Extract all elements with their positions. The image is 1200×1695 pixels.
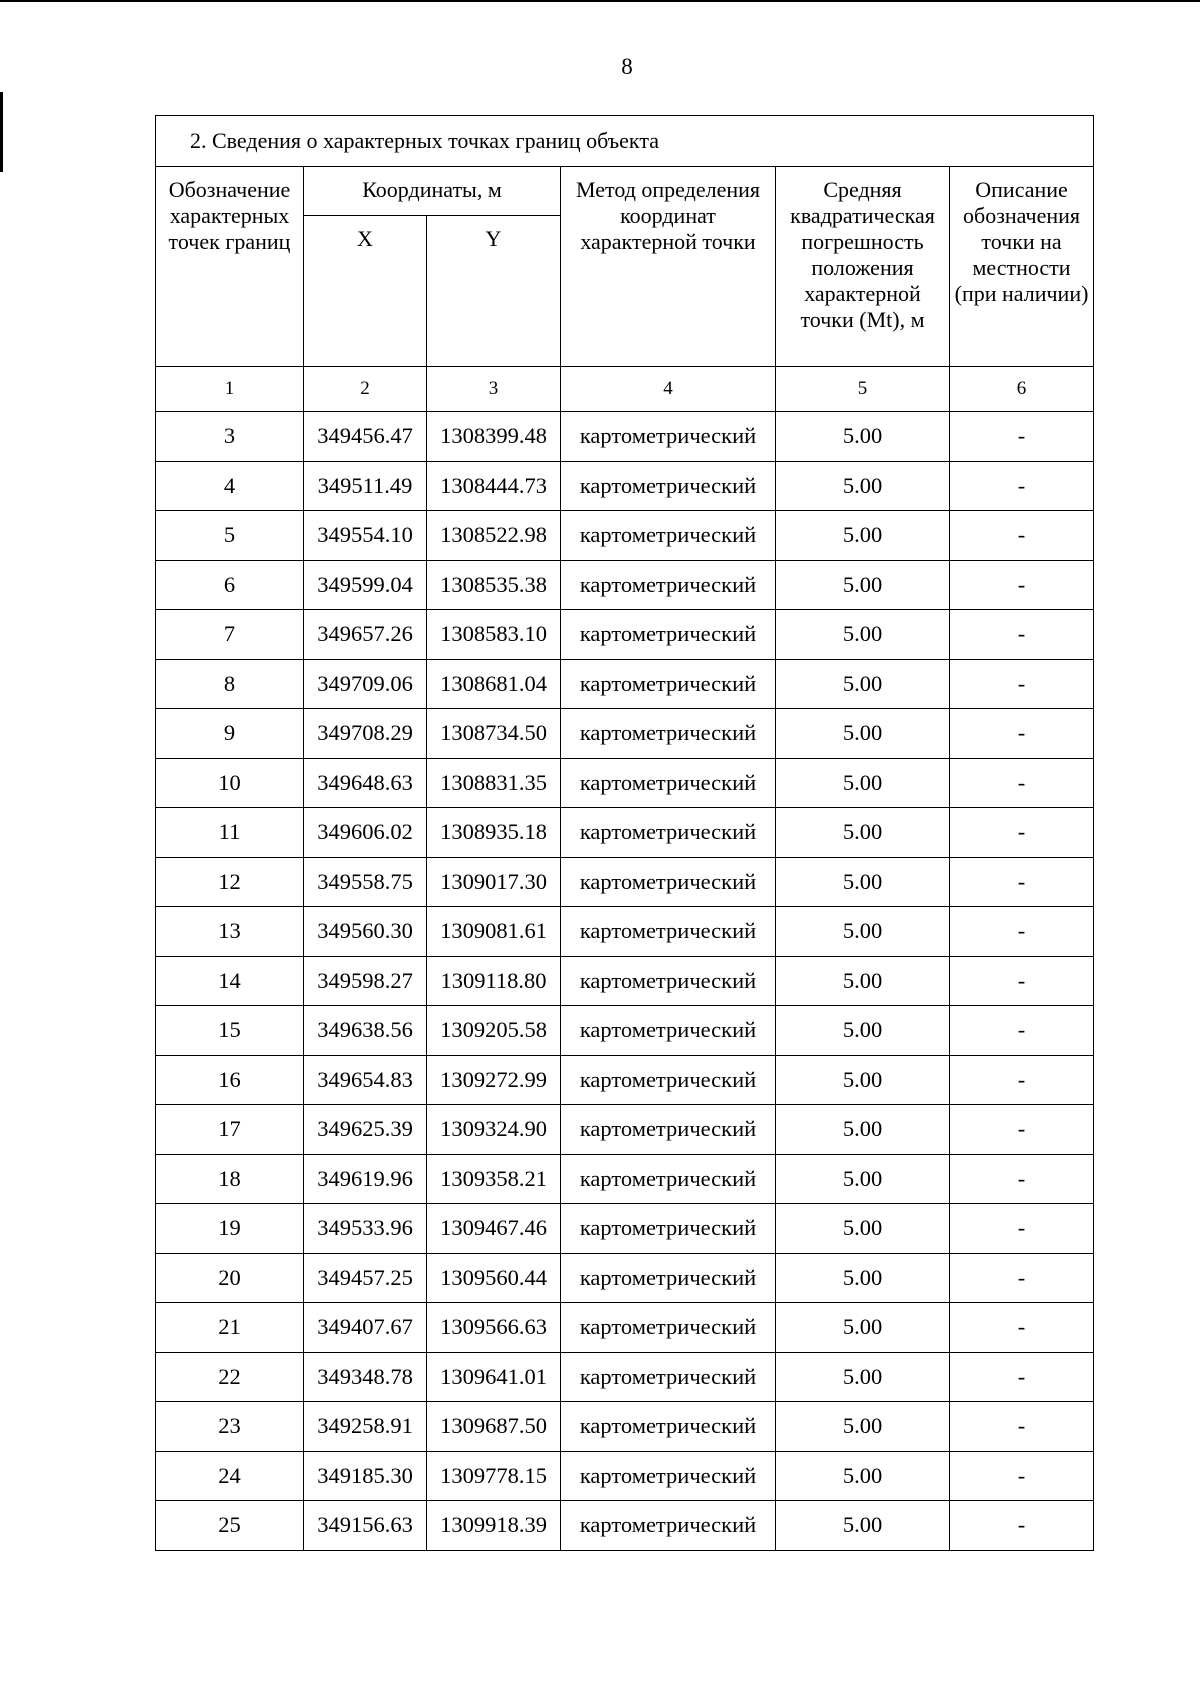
column-number-row — [156, 367, 1094, 412]
cell-description: - — [950, 1451, 1094, 1501]
cell-error: 5.00 — [776, 560, 950, 610]
table-row — [156, 610, 1094, 660]
cell-point-number: 7 — [156, 610, 304, 660]
header-y: Y — [427, 216, 561, 367]
cell-error: 5.00 — [776, 610, 950, 660]
cell-y-coordinate: 1309641.01 — [427, 1352, 561, 1402]
table-row — [156, 1501, 1094, 1551]
cell-description: - — [950, 1154, 1094, 1204]
cell-error: 5.00 — [776, 1451, 950, 1501]
cell-y-coordinate: 1309324.90 — [427, 1105, 561, 1155]
cell-error: 5.00 — [776, 956, 950, 1006]
cell-description: - — [950, 1055, 1094, 1105]
cell-x-coordinate: 349456.47 — [304, 412, 427, 462]
cell-y-coordinate: 1309118.80 — [427, 956, 561, 1006]
cell-method: картометрический — [561, 1402, 776, 1452]
cell-error: 5.00 — [776, 1204, 950, 1254]
cell-y-coordinate: 1309918.39 — [427, 1501, 561, 1551]
cell-point-number: 15 — [156, 1006, 304, 1056]
cell-y-coordinate: 1308583.10 — [427, 610, 561, 660]
cell-description: - — [950, 1501, 1094, 1551]
cell-y-coordinate: 1309687.50 — [427, 1402, 561, 1452]
header-x: X — [304, 216, 427, 367]
cell-y-coordinate: 1308444.73 — [427, 461, 561, 511]
table-row — [156, 1055, 1094, 1105]
cell-point-number: 6 — [156, 560, 304, 610]
cell-point-number: 17 — [156, 1105, 304, 1155]
cell-error: 5.00 — [776, 412, 950, 462]
cell-method: картометрический — [561, 1253, 776, 1303]
cell-error: 5.00 — [776, 857, 950, 907]
cell-method: картометрический — [561, 610, 776, 660]
cell-point-number: 21 — [156, 1303, 304, 1353]
cell-point-number: 3 — [156, 412, 304, 462]
cell-x-coordinate: 349185.30 — [304, 1451, 427, 1501]
cell-method: картометрический — [561, 808, 776, 858]
cell-y-coordinate: 1308399.48 — [427, 412, 561, 462]
section-title-row — [156, 116, 1094, 167]
cell-point-number: 13 — [156, 907, 304, 957]
cell-x-coordinate: 349638.56 — [304, 1006, 427, 1056]
cell-y-coordinate: 1309467.46 — [427, 1204, 561, 1254]
cell-description: - — [950, 907, 1094, 957]
cell-x-coordinate: 349598.27 — [304, 956, 427, 1006]
cell-description: - — [950, 1253, 1094, 1303]
cell-y-coordinate: 1309272.99 — [427, 1055, 561, 1105]
table-row — [156, 461, 1094, 511]
section-title: 2. Сведения о характерных точках границ объекта — [156, 116, 1094, 167]
table-row — [156, 1303, 1094, 1353]
cell-point-number: 12 — [156, 857, 304, 907]
cell-description: - — [950, 1303, 1094, 1353]
cell-method: картометрический — [561, 560, 776, 610]
header-error: Средняя квадратическая погрешность положения характерной точки (Mt), м — [776, 167, 950, 367]
column-number: 6 — [950, 367, 1094, 412]
table-row — [156, 857, 1094, 907]
table-row — [156, 1253, 1094, 1303]
table-row — [156, 709, 1094, 759]
table-row — [156, 1105, 1094, 1155]
cell-x-coordinate: 349533.96 — [304, 1204, 427, 1254]
cell-description: - — [950, 1204, 1094, 1254]
cell-point-number: 5 — [156, 511, 304, 561]
cell-point-number: 23 — [156, 1402, 304, 1452]
cell-point-number: 20 — [156, 1253, 304, 1303]
cell-method: картометрический — [561, 758, 776, 808]
cell-error: 5.00 — [776, 1105, 950, 1155]
cell-description: - — [950, 1006, 1094, 1056]
cell-error: 5.00 — [776, 1402, 950, 1452]
cell-error: 5.00 — [776, 659, 950, 709]
table-row — [156, 1204, 1094, 1254]
cell-x-coordinate: 349708.29 — [304, 709, 427, 759]
cell-description: - — [950, 461, 1094, 511]
table-row — [156, 1154, 1094, 1204]
cell-x-coordinate: 349457.25 — [304, 1253, 427, 1303]
cell-point-number: 19 — [156, 1204, 304, 1254]
cell-x-coordinate: 349511.49 — [304, 461, 427, 511]
cell-method: картометрический — [561, 709, 776, 759]
table-row — [156, 808, 1094, 858]
cell-x-coordinate: 349709.06 — [304, 659, 427, 709]
cell-y-coordinate: 1309566.63 — [427, 1303, 561, 1353]
cell-description: - — [950, 659, 1094, 709]
cell-method: картометрический — [561, 659, 776, 709]
cell-x-coordinate: 349560.30 — [304, 907, 427, 957]
cell-method: картометрический — [561, 1451, 776, 1501]
cell-error: 5.00 — [776, 1154, 950, 1204]
column-number: 1 — [156, 367, 304, 412]
cell-point-number: 10 — [156, 758, 304, 808]
table-row — [156, 758, 1094, 808]
column-number: 4 — [561, 367, 776, 412]
cell-point-number: 11 — [156, 808, 304, 858]
cell-point-number: 22 — [156, 1352, 304, 1402]
cell-description: - — [950, 610, 1094, 660]
cell-point-number: 24 — [156, 1451, 304, 1501]
table-row — [156, 659, 1094, 709]
cell-x-coordinate: 349619.96 — [304, 1154, 427, 1204]
cell-method: картометрический — [561, 1303, 776, 1353]
cell-description: - — [950, 1352, 1094, 1402]
cell-x-coordinate: 349554.10 — [304, 511, 427, 561]
cell-method: картометрический — [561, 857, 776, 907]
scan-border-top — [0, 0, 1200, 2]
cell-x-coordinate: 349407.67 — [304, 1303, 427, 1353]
cell-method: картометрический — [561, 1204, 776, 1254]
table-row — [156, 511, 1094, 561]
cell-x-coordinate: 349348.78 — [304, 1352, 427, 1402]
table-row — [156, 412, 1094, 462]
cell-error: 5.00 — [776, 511, 950, 561]
cell-method: картометрический — [561, 1352, 776, 1402]
cell-error: 5.00 — [776, 1352, 950, 1402]
column-number: 2 — [304, 367, 427, 412]
cell-method: картометрический — [561, 907, 776, 957]
cell-method: картометрический — [561, 1501, 776, 1551]
table-row — [156, 956, 1094, 1006]
cell-method: картометрический — [561, 1055, 776, 1105]
cell-y-coordinate: 1309081.61 — [427, 907, 561, 957]
column-number: 3 — [427, 367, 561, 412]
cell-y-coordinate: 1308831.35 — [427, 758, 561, 808]
cell-point-number: 14 — [156, 956, 304, 1006]
cell-error: 5.00 — [776, 1055, 950, 1105]
cell-error: 5.00 — [776, 1303, 950, 1353]
cell-y-coordinate: 1308734.50 — [427, 709, 561, 759]
cell-error: 5.00 — [776, 461, 950, 511]
cell-description: - — [950, 808, 1094, 858]
cell-y-coordinate: 1309205.58 — [427, 1006, 561, 1056]
cell-y-coordinate: 1308681.04 — [427, 659, 561, 709]
cell-error: 5.00 — [776, 1006, 950, 1056]
cell-point-number: 18 — [156, 1154, 304, 1204]
cell-y-coordinate: 1309778.15 — [427, 1451, 561, 1501]
cell-description: - — [950, 956, 1094, 1006]
cell-y-coordinate: 1308522.98 — [427, 511, 561, 561]
cell-error: 5.00 — [776, 758, 950, 808]
table-row — [156, 1006, 1094, 1056]
cell-x-coordinate: 349156.63 — [304, 1501, 427, 1551]
cell-x-coordinate: 349654.83 — [304, 1055, 427, 1105]
cell-method: картометрический — [561, 1154, 776, 1204]
cell-error: 5.00 — [776, 907, 950, 957]
cell-description: - — [950, 1402, 1094, 1452]
cell-point-number: 8 — [156, 659, 304, 709]
cell-method: картометрический — [561, 461, 776, 511]
header-description: Описание обозначения точки на местности (при наличии) — [950, 167, 1094, 367]
cell-y-coordinate: 1308535.38 — [427, 560, 561, 610]
cell-x-coordinate: 349606.02 — [304, 808, 427, 858]
cell-error: 5.00 — [776, 1253, 950, 1303]
cell-point-number: 25 — [156, 1501, 304, 1551]
cell-description: - — [950, 560, 1094, 610]
cell-point-number: 4 — [156, 461, 304, 511]
header-method: Метод определения координат характерной точки — [561, 167, 776, 367]
cell-description: - — [950, 709, 1094, 759]
cell-point-number: 16 — [156, 1055, 304, 1105]
cell-description: - — [950, 511, 1094, 561]
cell-x-coordinate: 349258.91 — [304, 1402, 427, 1452]
header-row-1 — [156, 167, 1094, 216]
cell-description: - — [950, 412, 1094, 462]
cell-y-coordinate: 1309358.21 — [427, 1154, 561, 1204]
cell-error: 5.00 — [776, 709, 950, 759]
cell-x-coordinate: 349625.39 — [304, 1105, 427, 1155]
cell-method: картометрический — [561, 1105, 776, 1155]
table-row — [156, 1352, 1094, 1402]
scan-mark-left — [0, 92, 3, 172]
header-coordinates: Координаты, м — [304, 167, 561, 216]
cell-y-coordinate: 1308935.18 — [427, 808, 561, 858]
cell-description: - — [950, 758, 1094, 808]
cell-method: картометрический — [561, 511, 776, 561]
cell-method: картометрический — [561, 956, 776, 1006]
table-row — [156, 1451, 1094, 1501]
cell-method: картометрический — [561, 412, 776, 462]
cell-y-coordinate: 1309017.30 — [427, 857, 561, 907]
cell-error: 5.00 — [776, 1501, 950, 1551]
column-number: 5 — [776, 367, 950, 412]
cell-x-coordinate: 349657.26 — [304, 610, 427, 660]
table-row — [156, 560, 1094, 610]
cell-y-coordinate: 1309560.44 — [427, 1253, 561, 1303]
cell-description: - — [950, 857, 1094, 907]
cell-error: 5.00 — [776, 808, 950, 858]
cell-x-coordinate: 349648.63 — [304, 758, 427, 808]
cell-method: картометрический — [561, 1006, 776, 1056]
cell-point-number: 9 — [156, 709, 304, 759]
table-row — [156, 907, 1094, 957]
cell-x-coordinate: 349599.04 — [304, 560, 427, 610]
cell-x-coordinate: 349558.75 — [304, 857, 427, 907]
page-number: 8 — [621, 54, 633, 79]
boundary-points-table — [155, 115, 1094, 1551]
header-point: Обозначение характерных точек границ — [156, 167, 304, 367]
table-row — [156, 1402, 1094, 1452]
cell-description: - — [950, 1105, 1094, 1155]
